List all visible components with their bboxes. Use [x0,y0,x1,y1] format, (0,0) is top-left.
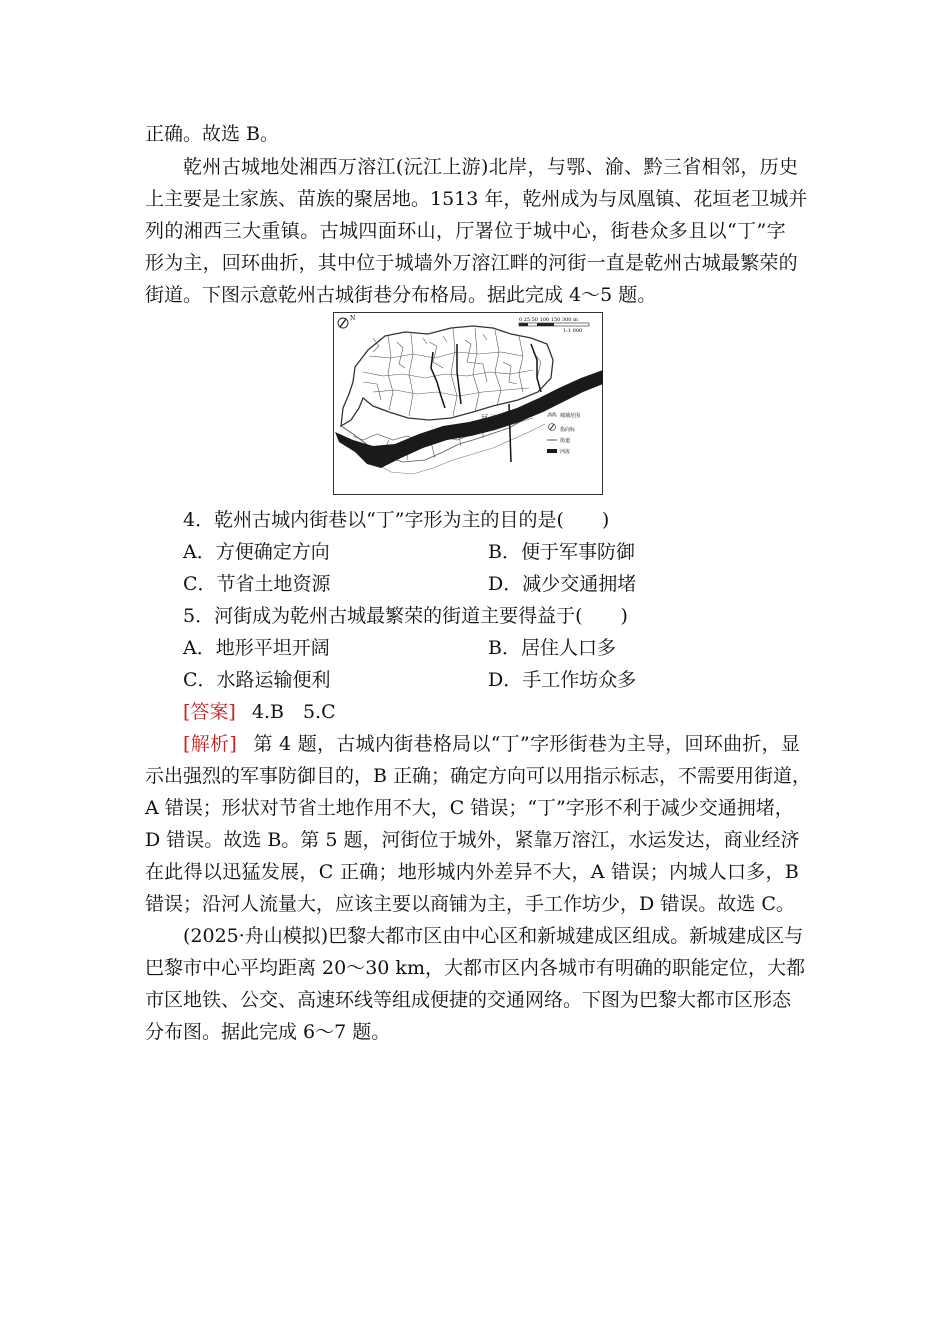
text-line: 形为主，回环曲折，其中位于城墙外万溶江畔的河街一直是乾州古城最繁荣的 [145,252,798,274]
question-option: A．地形平坦开阔 [183,637,330,659]
question-option: B．便于军事防御 [488,541,635,563]
analysis-text: 第 4 题，古城内街巷格局以“丁”字形街巷为主导，回环曲折，显 [253,733,801,755]
north-label: N [350,315,356,322]
legend-label: 街道 [560,438,571,444]
river-legend-icon [547,449,557,453]
question-option: A．方便确定方向 [183,541,330,563]
source-label: (2025·舟山模拟) [183,925,329,947]
passage-line: 市区地铁、公交、高速环线等组成便捷的交通网络。下图为巴黎大都市区形态 [145,989,792,1011]
river-label: 河 流 [481,414,498,422]
legend-label: 指向标 [560,427,576,433]
street-map-figure [333,312,603,495]
question-stem: 4．乾州古城内街巷以“丁”字形为主的目的是( ) [183,509,610,531]
text-line: 上主要是土家族、苗族的聚居地。1513 年，乾州成为与凤凰镇、花垣老卫城并 [145,188,808,210]
text-line: 乾州古城地处湘西万溶江(沅江上游)北岸，与鄂、渝、黔三省相邻，历史 [183,156,799,178]
analysis-line: 示出强烈的军事防御目的，B 正确；确定方向可以用指示标志，不需要用街道， [145,765,812,787]
legend-label: 河流 [560,449,571,455]
answer-text: 4.B 5.C [251,701,336,723]
passage-text: 巴黎大都市区由中心区和新城建成区组成。新城建成区与 [328,925,804,947]
passage-line: 巴黎市中心平均距离 20～30 km，大都市区内各城市有明确的职能定位，大都 [145,957,805,979]
analysis-tag: [解析] [183,733,238,755]
scale-text: 0 25 50 100 150 300 m [519,317,578,323]
analysis-line: A 错误；形状对节省土地作用不大，C 错误；“丁”字形不利于减少交通拥堵， [145,797,794,819]
answer-line [183,700,336,724]
question-option: C．节省土地资源 [183,573,331,595]
passage-line [183,924,803,948]
legend-label: 城墙范围 [560,413,581,419]
text-line: 列的湘西三大重镇。古城四面环山，厅署位于城中心，街巷众多且以“丁”字 [145,220,787,242]
answer-tag: [答案] [183,701,236,723]
analysis-line: 在此得以迅猛发展，C 正确；地形城内外差异不大，A 错误；内城人口多，B [145,861,800,883]
question-stem: 5．河街成为乾州古城最繁荣的街道主要得益于( ) [183,605,628,627]
analysis-line: 错误；沿河人流量大，应该主要以商铺为主，手工作坊少，D 错误。故选 C。 [145,893,795,915]
analysis-line [183,732,800,756]
question-option: D．手工作坊众多 [488,669,637,691]
text-line: 正确。故选 B。 [145,123,280,145]
analysis-line: D 错误。故选 B。第 5 题，河街位于城外，紧靠万溶江，水运发达，商业经济 [145,829,800,851]
scale-bar [519,323,589,326]
question-option: B．居住人口多 [488,637,616,659]
question-option: C．水路运输便利 [183,669,331,691]
scale-ratio: 1:1 000 [563,328,583,334]
text-line: 街道。下图示意乾州古城街巷分布格局。据此完成 4～5 题。 [145,284,657,306]
passage-line: 分布图。据此完成 6～7 题。 [145,1021,391,1043]
question-option: D．减少交通拥堵 [488,573,637,595]
